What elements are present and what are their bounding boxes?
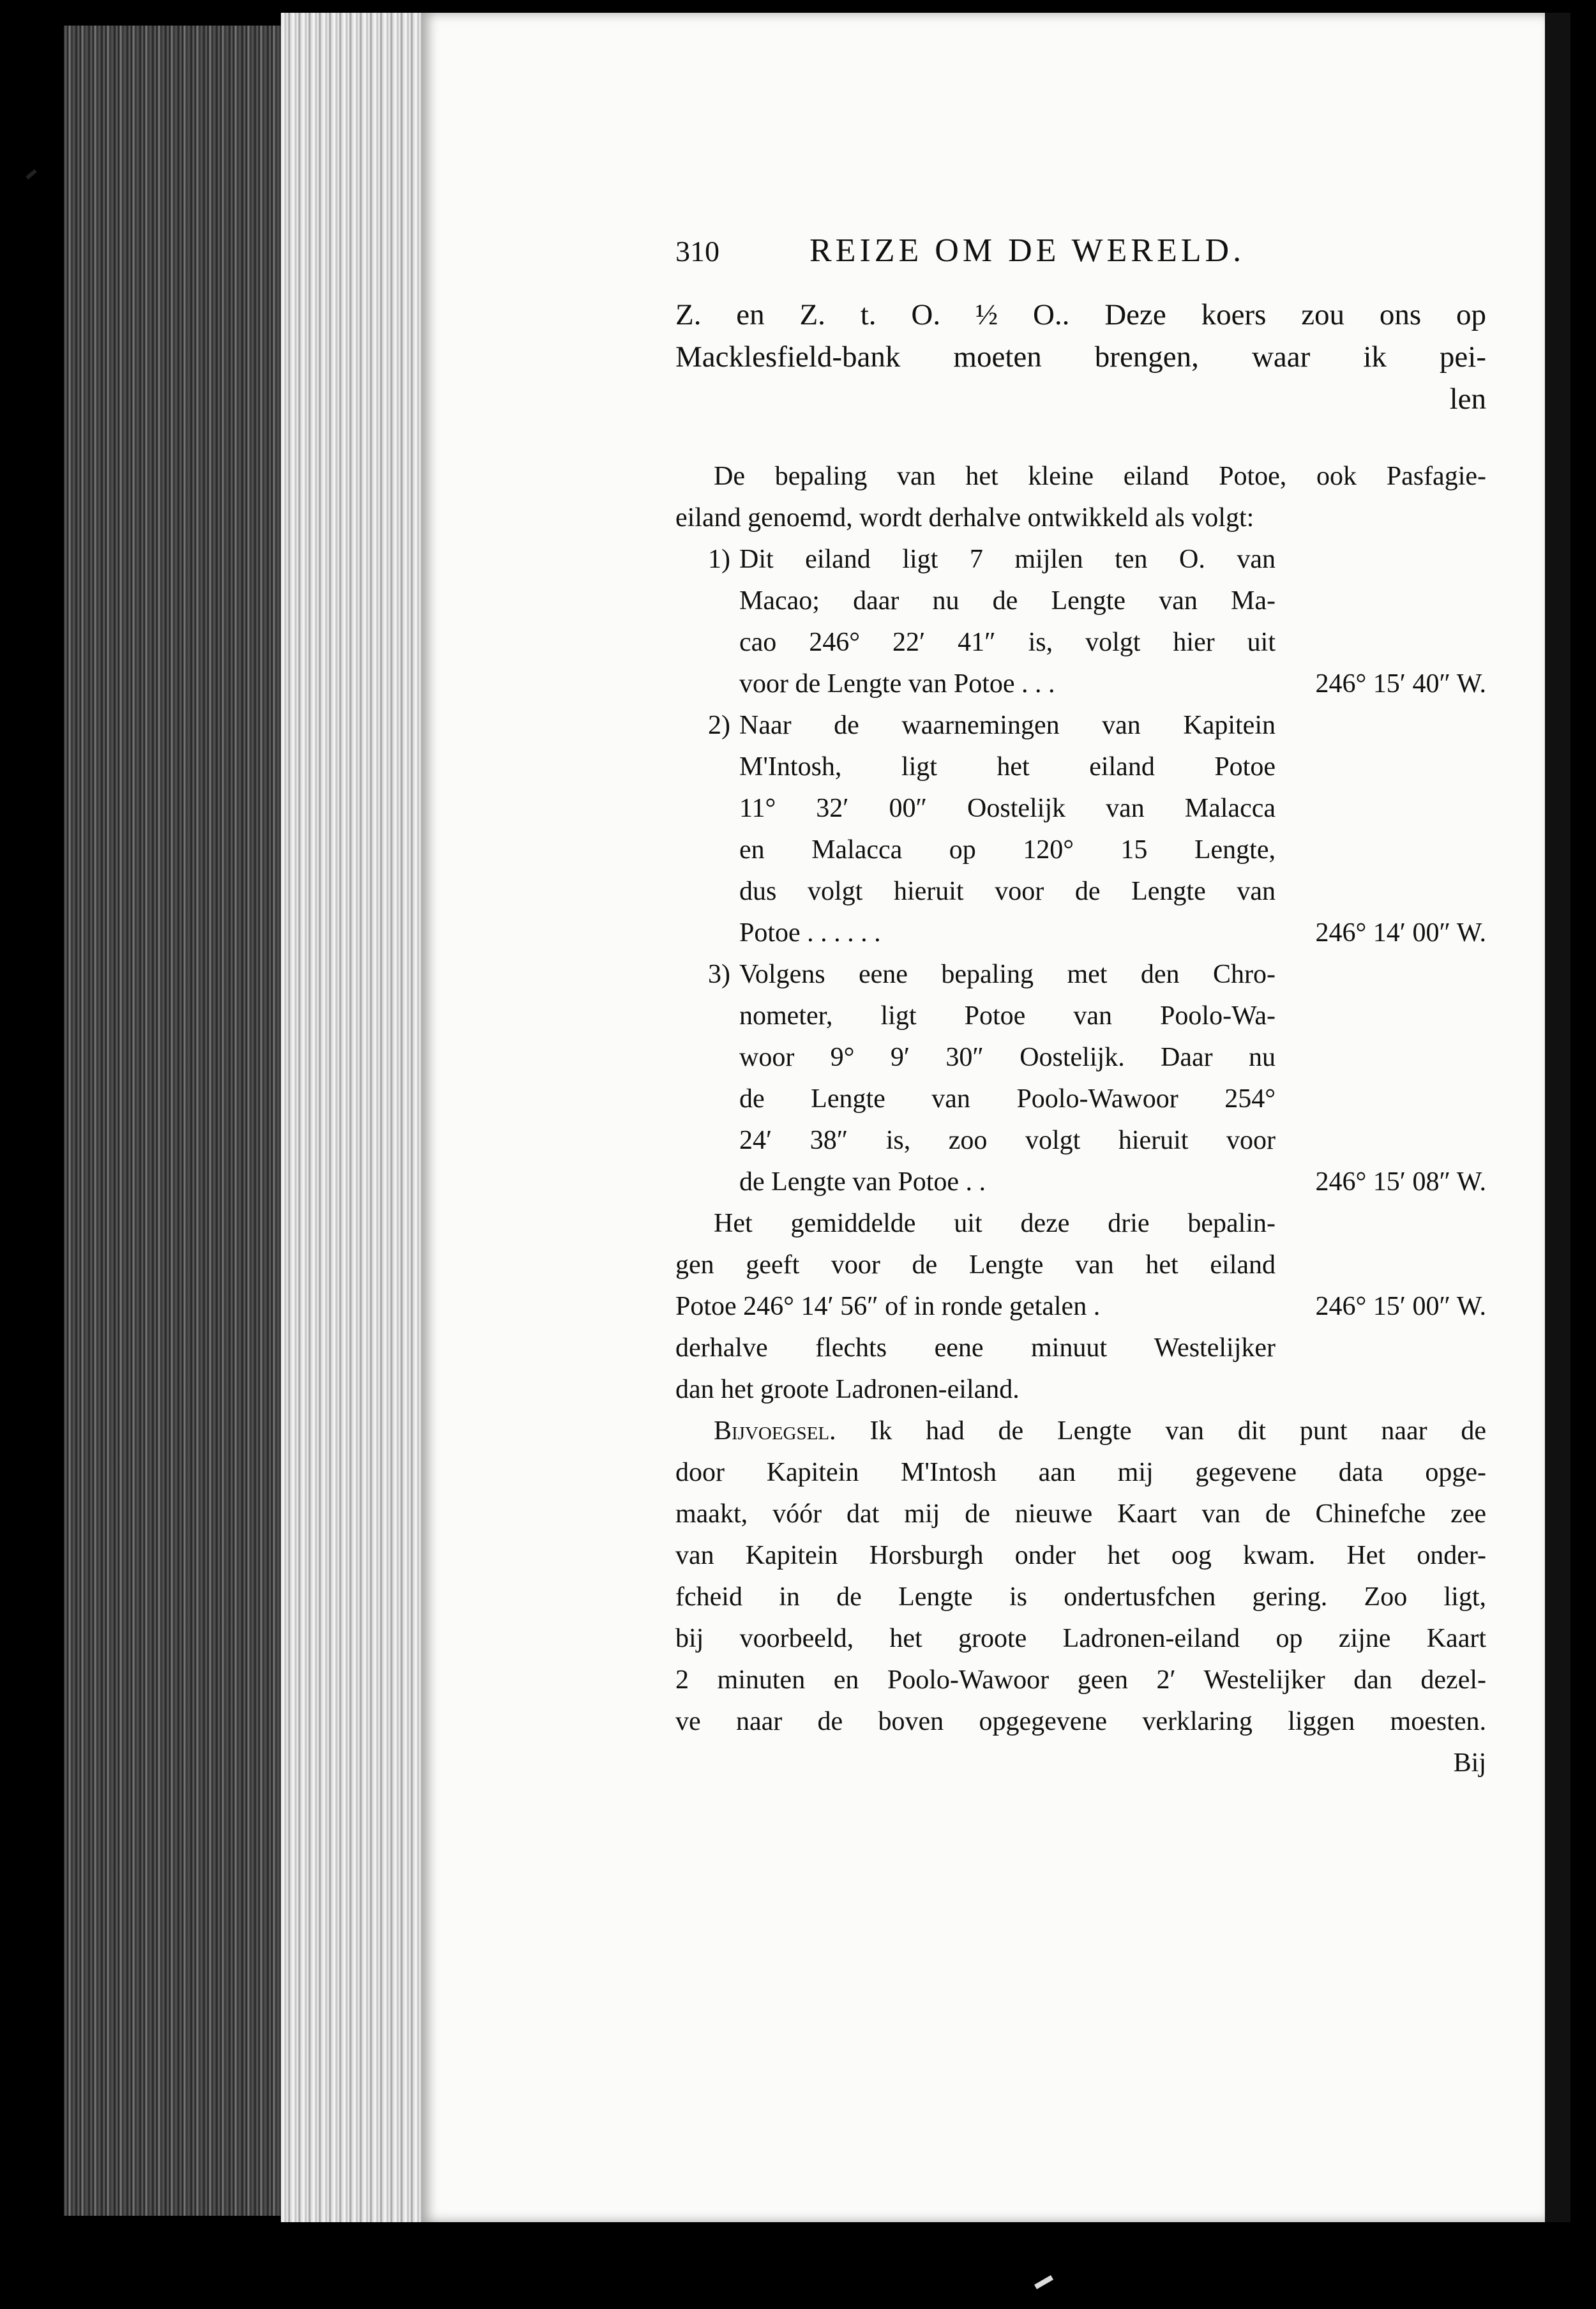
- note-line: fcheid in de Lengte is ondertusfchen gering. Zoo ligt,: [675, 1582, 1486, 1612]
- catchword: Bij: [1453, 1748, 1486, 1778]
- item-line: M'Intosh, ligt het eiland Potoe: [739, 752, 1276, 782]
- note-line: ve naar de boven opgegevene verklaring liggen moesten.: [675, 1707, 1486, 1736]
- note-line: De bepaling van het kleine eiland Potoe, ook Pasfagie-: [714, 462, 1486, 491]
- item-line: voor de Lengte van Potoe . . .: [739, 669, 1055, 699]
- page-number: 310: [675, 235, 719, 268]
- supplement-paragraph: [675, 1411, 1486, 1743]
- note-line: gen geeft voor de Lengte van het eiland: [675, 1250, 1276, 1280]
- longitude-result: 246° 15′ 40″ W.: [1315, 669, 1486, 699]
- item-number: 3): [708, 960, 730, 989]
- footnote: [675, 456, 1486, 1784]
- note-line: maakt, vóór dat mij de nieuwe Kaart van de Chinefche zee: [675, 1499, 1486, 1529]
- note-line: Potoe 246° 14′ 56″ of in ronde getalen .: [675, 1292, 1101, 1321]
- item-line: Macao; daar nu de Lengte van Ma-: [739, 586, 1276, 616]
- item-line: Volgens eene bepaling met den Chro-: [739, 960, 1276, 989]
- item-line: woor 9° 9′ 30″ Oostelijk. Daar nu: [739, 1043, 1276, 1072]
- right-page-edge: [1545, 13, 1570, 2222]
- main-text: [675, 294, 1486, 420]
- item-line: 11° 32′ 00″ Oostelijk van Malacca: [739, 794, 1276, 823]
- note-line: bij voorbeeld, het groote Ladronen-eiland op zijne Kaart: [675, 1624, 1486, 1653]
- longitude-result: 246° 15′ 08″ W.: [1315, 1167, 1486, 1197]
- item-number: 2): [708, 711, 730, 740]
- note-line: door Kapitein M'Intosh aan mij gegevene data opge-: [675, 1458, 1486, 1487]
- item-line: cao 246° 22′ 41″ is, volgt hier uit: [739, 628, 1276, 657]
- list-item: [675, 705, 1486, 954]
- text-line: Macklesfield-bank moeten brengen, waar ik pei-: [675, 340, 1486, 374]
- list-item: [675, 539, 1486, 705]
- supplement-label: Bijvoegsel.: [714, 1416, 836, 1446]
- list-item: [675, 954, 1486, 1203]
- page-header: [675, 230, 1486, 287]
- note-line: van Kapitein Horsburgh onder het oog kwam. Het onder-: [675, 1541, 1486, 1570]
- note-line: Het gemiddelde uit deze drie bepalin-: [714, 1209, 1276, 1238]
- item-line: Naar de waarnemingen van Kapitein: [739, 711, 1276, 740]
- note-line-text: Ik had de Lengte van dit punt naar de: [870, 1416, 1487, 1446]
- text-line: Z. en Z. t. O. ½ O.. Deze koers zou ons op: [675, 298, 1486, 331]
- item-line: en Malacca op 120° 15 Lengte,: [739, 835, 1276, 865]
- item-line: Dit eiland ligt 7 mijlen ten O. van: [739, 545, 1276, 574]
- page-text: [675, 230, 1486, 1784]
- book-spine: [64, 26, 294, 2216]
- note-line: [675, 1411, 1486, 1452]
- item-number: 1): [708, 545, 730, 574]
- running-title: REIZE OM DE WERELD.: [809, 232, 1246, 269]
- note-line: dan het groote Ladronen-eiland.: [675, 1375, 1020, 1404]
- note-line: eiland genoemd, wordt derhalve ontwikkeld als volgt:: [675, 503, 1254, 533]
- average-result: 246° 15′ 00″ W.: [1315, 1292, 1486, 1321]
- note-line: derhalve flechts eene minuut Westelijker: [675, 1333, 1276, 1363]
- item-line: 24′ 38″ is, zoo volgt hieruit voor: [739, 1126, 1276, 1155]
- scan-artifact: [1034, 2275, 1053, 2289]
- page-edges: [281, 13, 428, 2222]
- item-line: dus volgt hieruit voor de Lengte van: [739, 877, 1276, 906]
- item-line: de Lengte van Potoe . .: [739, 1167, 986, 1197]
- item-line: Potoe . . . . . .: [739, 918, 881, 948]
- text-line: len: [1449, 382, 1486, 416]
- longitude-result: 246° 14′ 00″ W.: [1315, 918, 1486, 948]
- note-line: 2 minuten en Poolo-Wawoor geen 2′ Westelijker dan dezel-: [675, 1665, 1486, 1695]
- scan-background-right: [1570, 13, 1596, 2222]
- average-paragraph: [675, 1203, 1486, 1411]
- item-line: nometer, ligt Potoe van Poolo-Wa-: [739, 1001, 1276, 1031]
- item-line: de Lengte van Poolo-Wawoor 254°: [739, 1084, 1276, 1114]
